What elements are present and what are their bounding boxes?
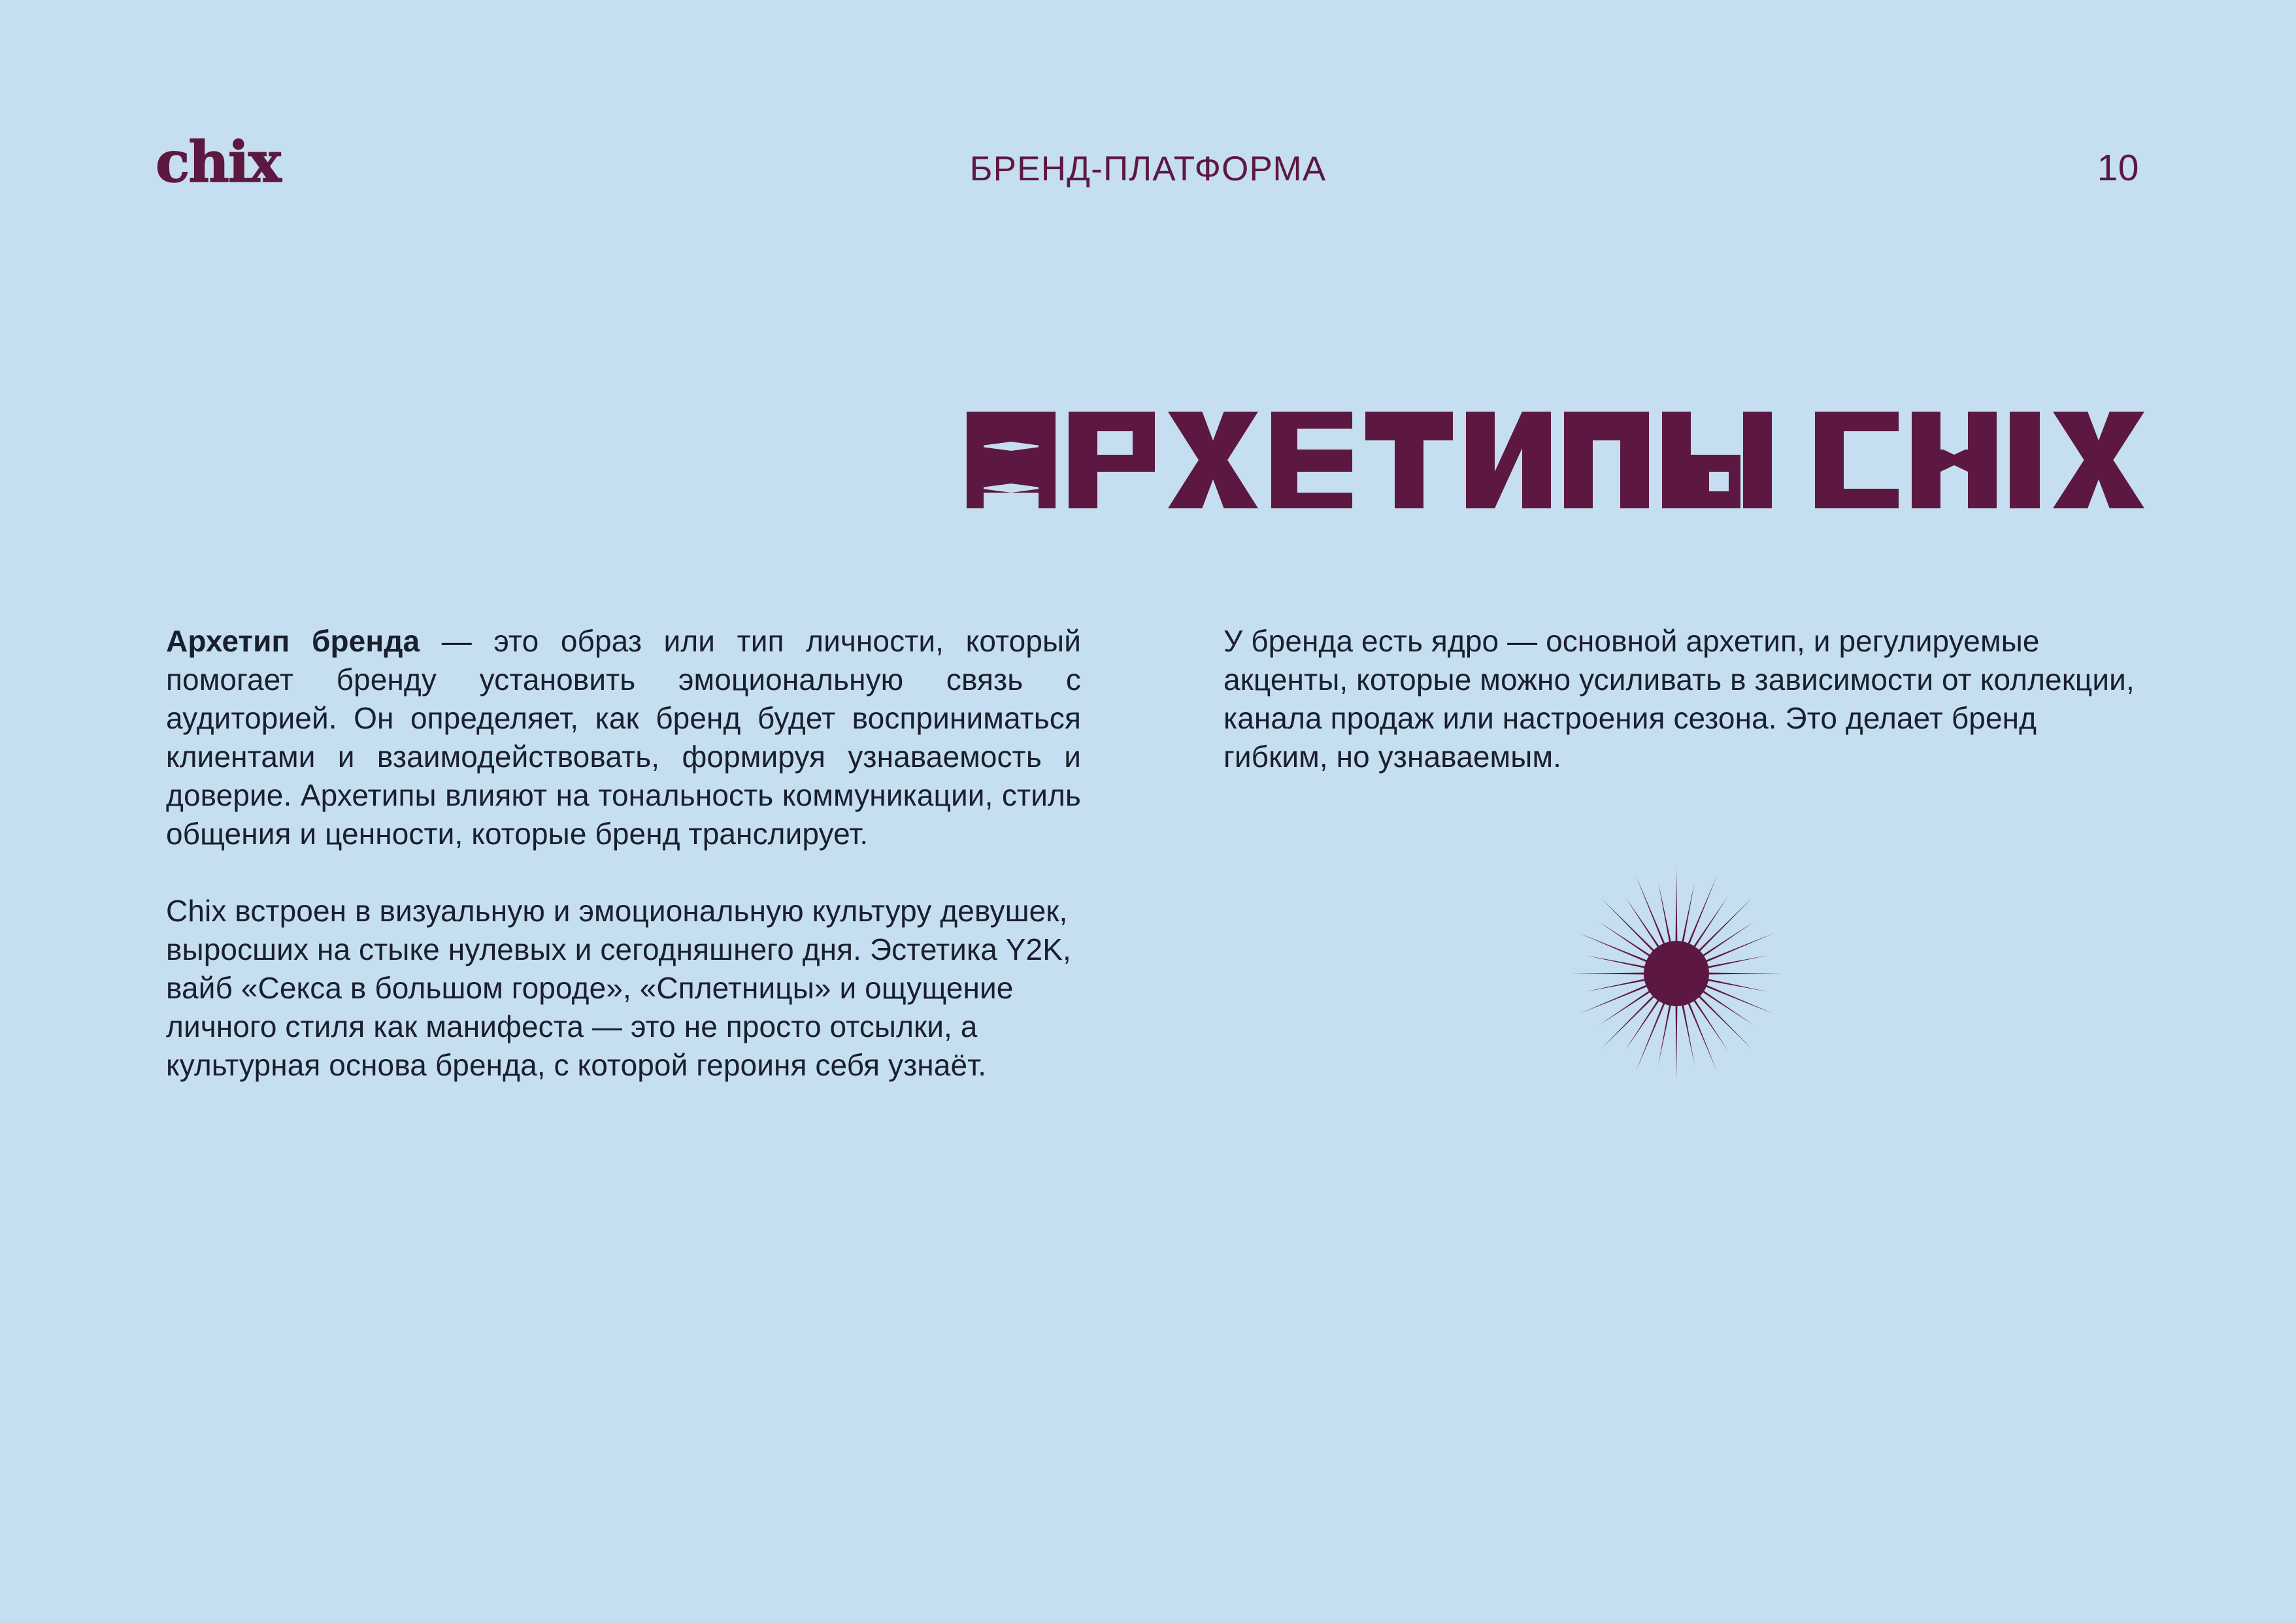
left-paragraph-2: Chix встроен в визуальную и эмоциональную культуру девушек, выросших на стыке нулевых и сегодняшнего дня. Эстетика Y2K, вайб «Секса в большом городе», «Сплетницы» и ощущение личного стиля как манифеста — это не просто отсылки, а культурная основа бренда, с которой героиня себя узнаёт. <box>166 894 1071 1082</box>
left-paragraph-1 <box>166 622 1081 853</box>
page-number: 10 <box>2097 147 2139 189</box>
left-paragraph-1-rest: — это образ или тип личности, который помогает бренду установить эмоциональную связь с аудиторией. Он определяет, как бренд будет восприниматься клиентами и взаимодействовать, формируя узнаваемость и доверие. Архетипы влияют на тональность коммуникации, стиль общения и ценности, которые бренд транслирует. <box>166 624 1081 851</box>
page-title: БРЕНД-ПЛАТФОРМА <box>969 150 1327 188</box>
glyph-r <box>1069 412 1155 508</box>
hero-heading <box>967 412 2144 516</box>
hero-heading-word-chix <box>1815 412 2144 508</box>
glyph-i <box>2010 412 2040 508</box>
glyph-i-cyr <box>1466 412 1551 508</box>
glyph-p <box>1564 412 1649 508</box>
starburst-sparkle <box>1569 866 1784 1081</box>
glyph-c <box>1815 412 1899 508</box>
glyph-a <box>967 412 1056 508</box>
glyph-e <box>1271 412 1352 508</box>
right-text-column <box>1223 622 2138 776</box>
hero-heading-word-arkhetipy <box>967 412 1772 508</box>
glyph-y-cyr <box>1662 412 1772 508</box>
brand-logo: chix <box>156 129 280 195</box>
glyph-x <box>2053 412 2144 508</box>
page-header <box>0 0 2296 222</box>
glyph-t <box>1365 412 1453 508</box>
glyph-h <box>1912 412 1997 508</box>
right-paragraph-1: У бренда есть ядро — основной архетип, и регулируемые акценты, которые можно усиливать в зависимости от коллекции, канала продаж или настроения сезона. Это делает бренд гибким, но узнаваемым. <box>1223 624 2135 774</box>
left-text-column <box>166 622 1081 1085</box>
glyph-kh <box>1168 412 1258 508</box>
left-paragraph-1-lead: Архетип бренда <box>166 624 420 658</box>
